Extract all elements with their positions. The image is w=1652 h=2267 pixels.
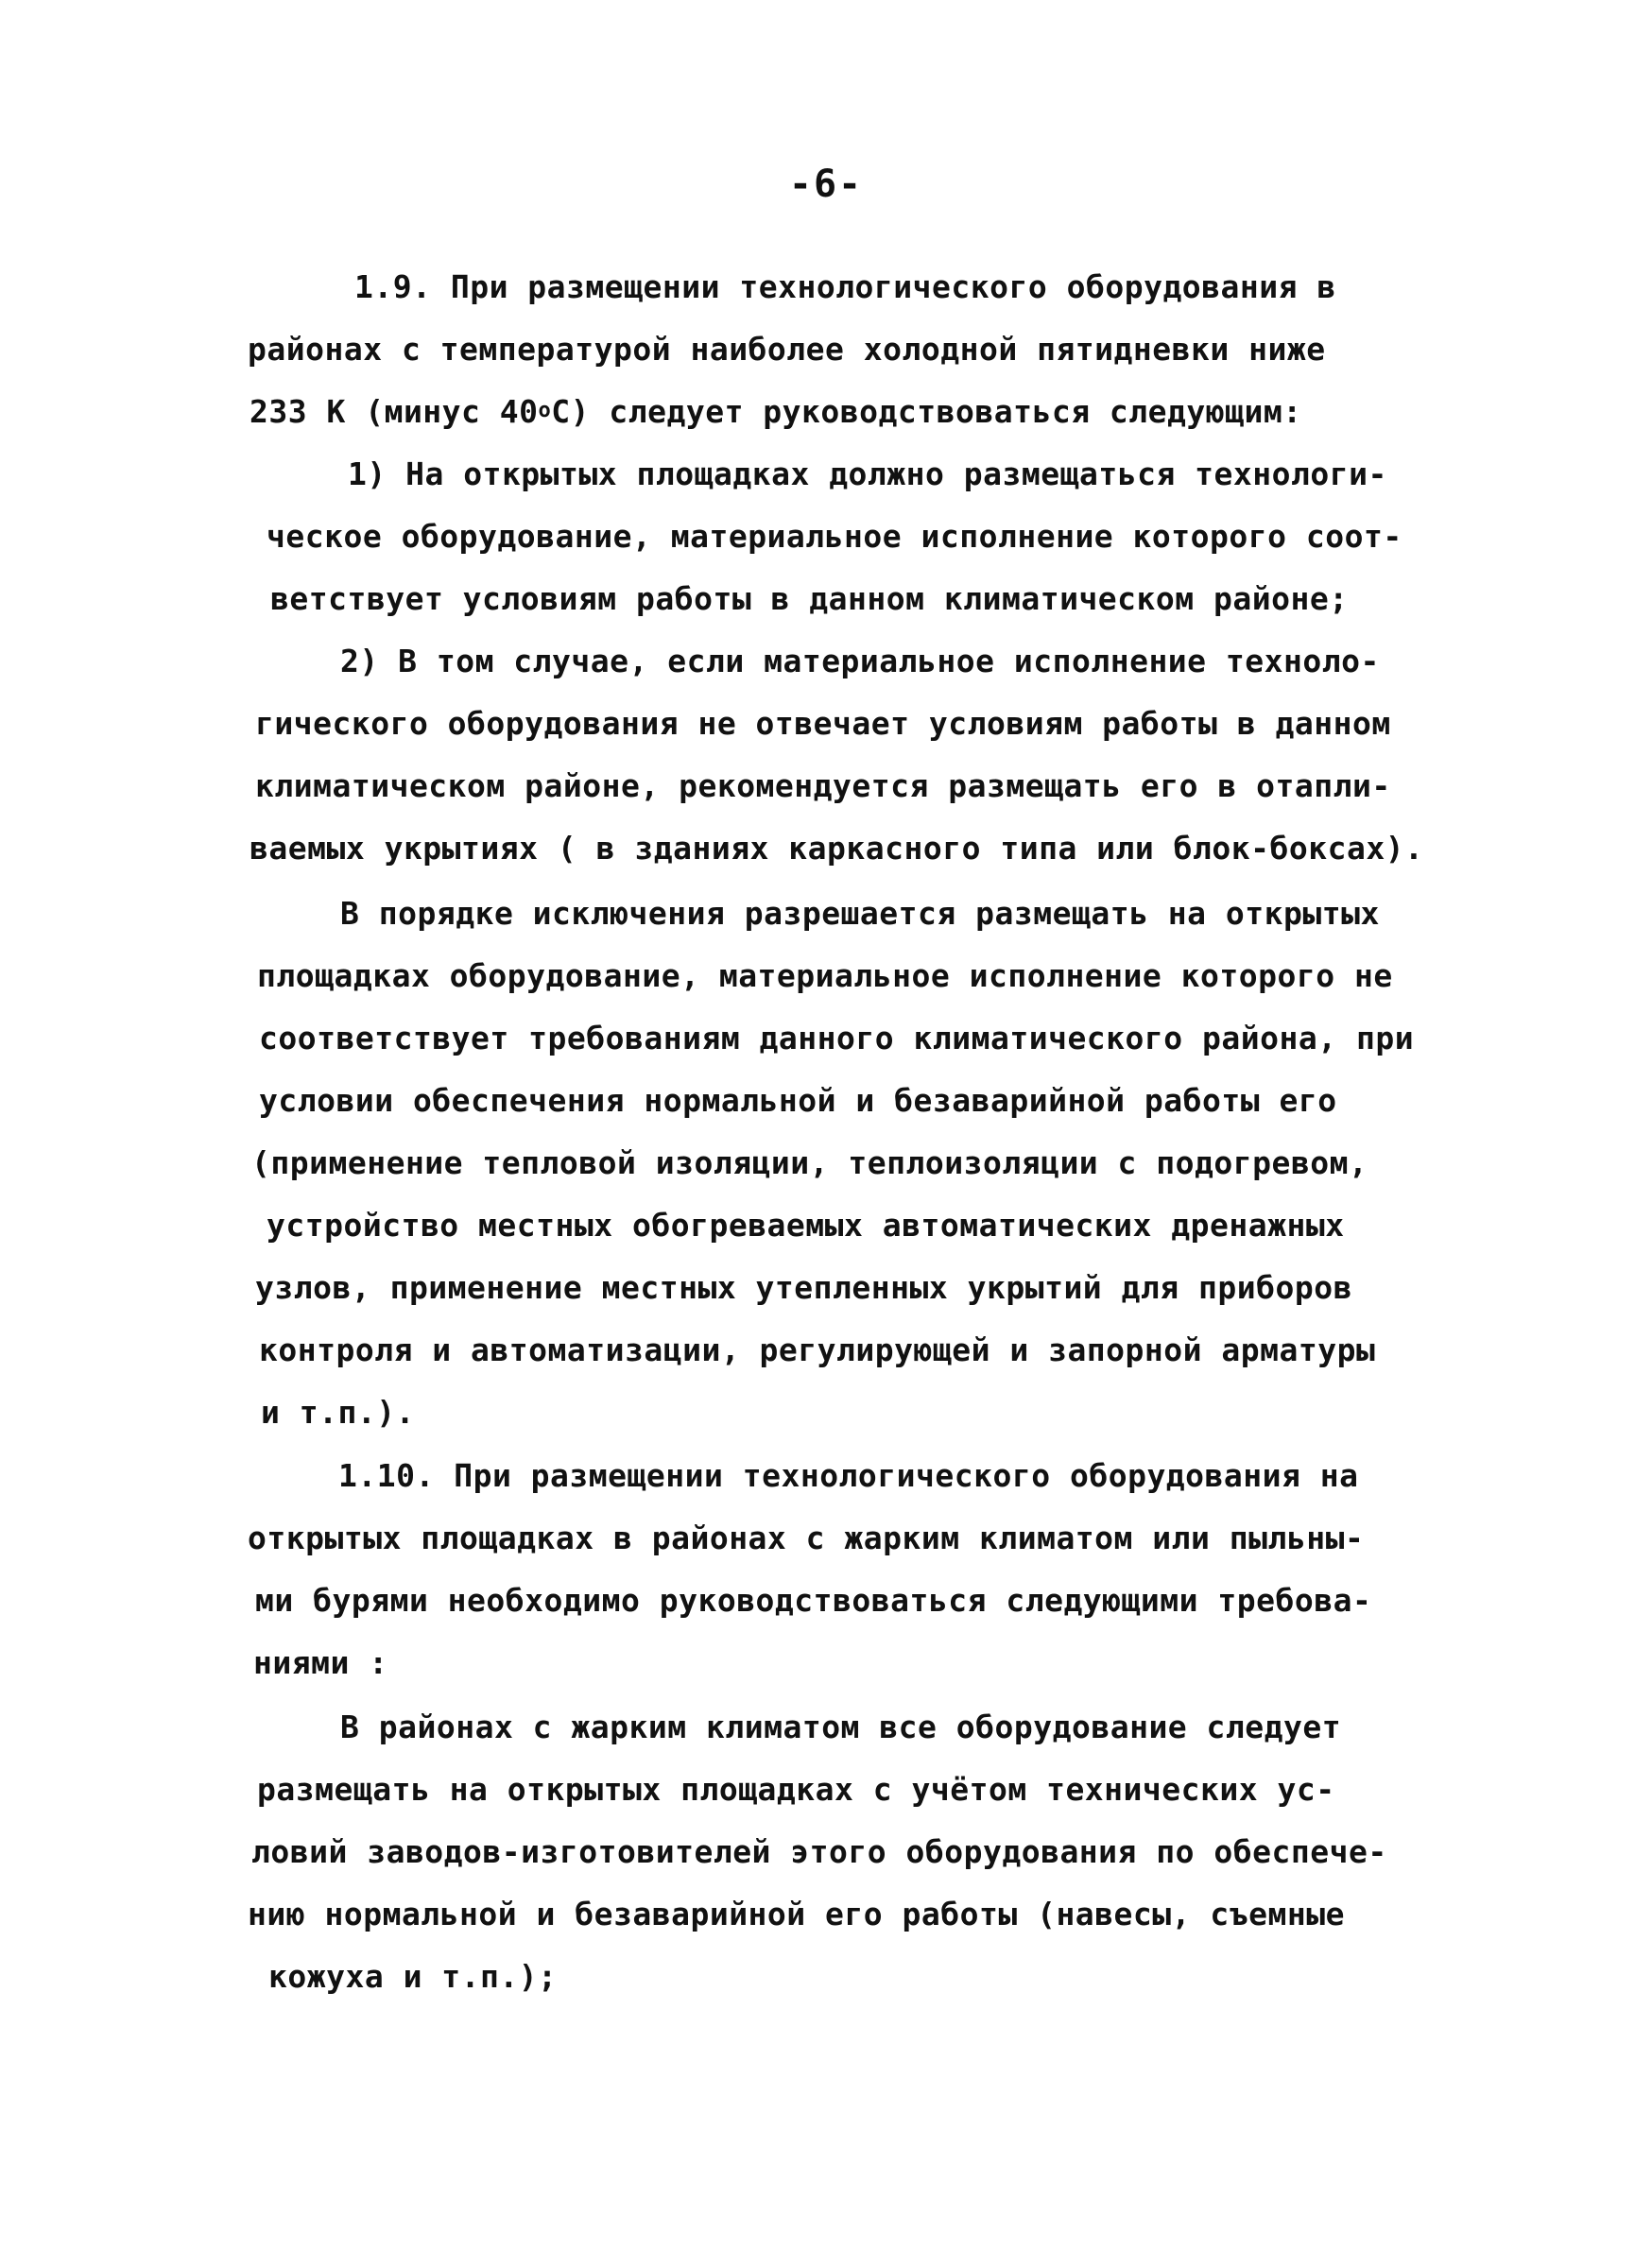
text-line-26: ловий заводов-изготовителей этого оборудования по обеспече-	[251, 1833, 1387, 1870]
text-line-22: ми бурями необходимо руководствоваться следующими требова-	[255, 1582, 1372, 1619]
text-line-13: соответствует требованиям данного климатического района, при	[259, 1020, 1415, 1056]
page-number: -6-	[788, 163, 864, 206]
text-line-3-tail: C) следует руководствоваться следующим:	[551, 393, 1302, 430]
text-line-4: 1) На открытых площадках должно размещаться технологи-	[348, 455, 1387, 492]
text-line-6: ветствует условиям работы в данном климатическом районе;	[270, 580, 1349, 617]
text-line-11: В порядке исключения разрешается размещать на открытых	[340, 895, 1380, 932]
text-line-2: районах с температурой наиболее холодной пятидневки ниже	[248, 331, 1326, 368]
text-line-1: 1.9. При размещении технологического оборудования в	[354, 268, 1336, 305]
text-line-25: размещать на открытых площадках с учётом технических ус-	[257, 1771, 1335, 1808]
text-line-27: нию нормальной и безаварийной его работы (навесы, съемные	[248, 1896, 1345, 1932]
text-line-18: контроля и автоматизации, регулирующей и запорной арматуры	[259, 1331, 1376, 1368]
text-line-23: ниями :	[253, 1644, 388, 1681]
text-line-24: В районах с жарким климатом все оборудование следует	[340, 1709, 1342, 1745]
text-line-16: устройство местных обогреваемых автоматических дренажных	[267, 1207, 1345, 1244]
text-line-12: площадках оборудование, материальное исполнение которого не	[257, 957, 1393, 994]
text-line-20: 1.10. При размещении технологического оборудования на	[338, 1457, 1359, 1494]
text-line-7: 2) В том случае, если материальное исполнение техноло-	[340, 643, 1380, 679]
text-line-28: кожуха и т.п.);	[268, 1958, 558, 1995]
text-line-8: гического оборудования не отвечает условиям работы в данном	[255, 705, 1391, 742]
text-line-3	[250, 391, 1302, 438]
degree-superscript: o	[538, 399, 552, 422]
text-line-10: ваемых укрытиях ( в зданиях каркасного типа или блок-боксах).	[250, 830, 1424, 867]
text-line-19: и т.п.).	[261, 1394, 415, 1431]
text-line-21: открытых площадках в районах с жарким климатом или пыльны-	[248, 1520, 1365, 1556]
text-line-17: узлов, применение местных утепленных укрытий для приборов	[255, 1269, 1352, 1306]
text-line-15: (применение тепловой изоляции, теплоизоляции с подогревом,	[251, 1144, 1368, 1181]
text-line-14: условии обеспечения нормальной и безаварийной работы его	[259, 1082, 1337, 1119]
text-line-5: ческое оборудование, материальное исполнение которого соот-	[267, 518, 1402, 555]
text-line-3-head: 233 К (минус 40	[250, 393, 539, 430]
text-line-9: климатическом районе, рекомендуется размещать его в отапли-	[255, 767, 1391, 804]
